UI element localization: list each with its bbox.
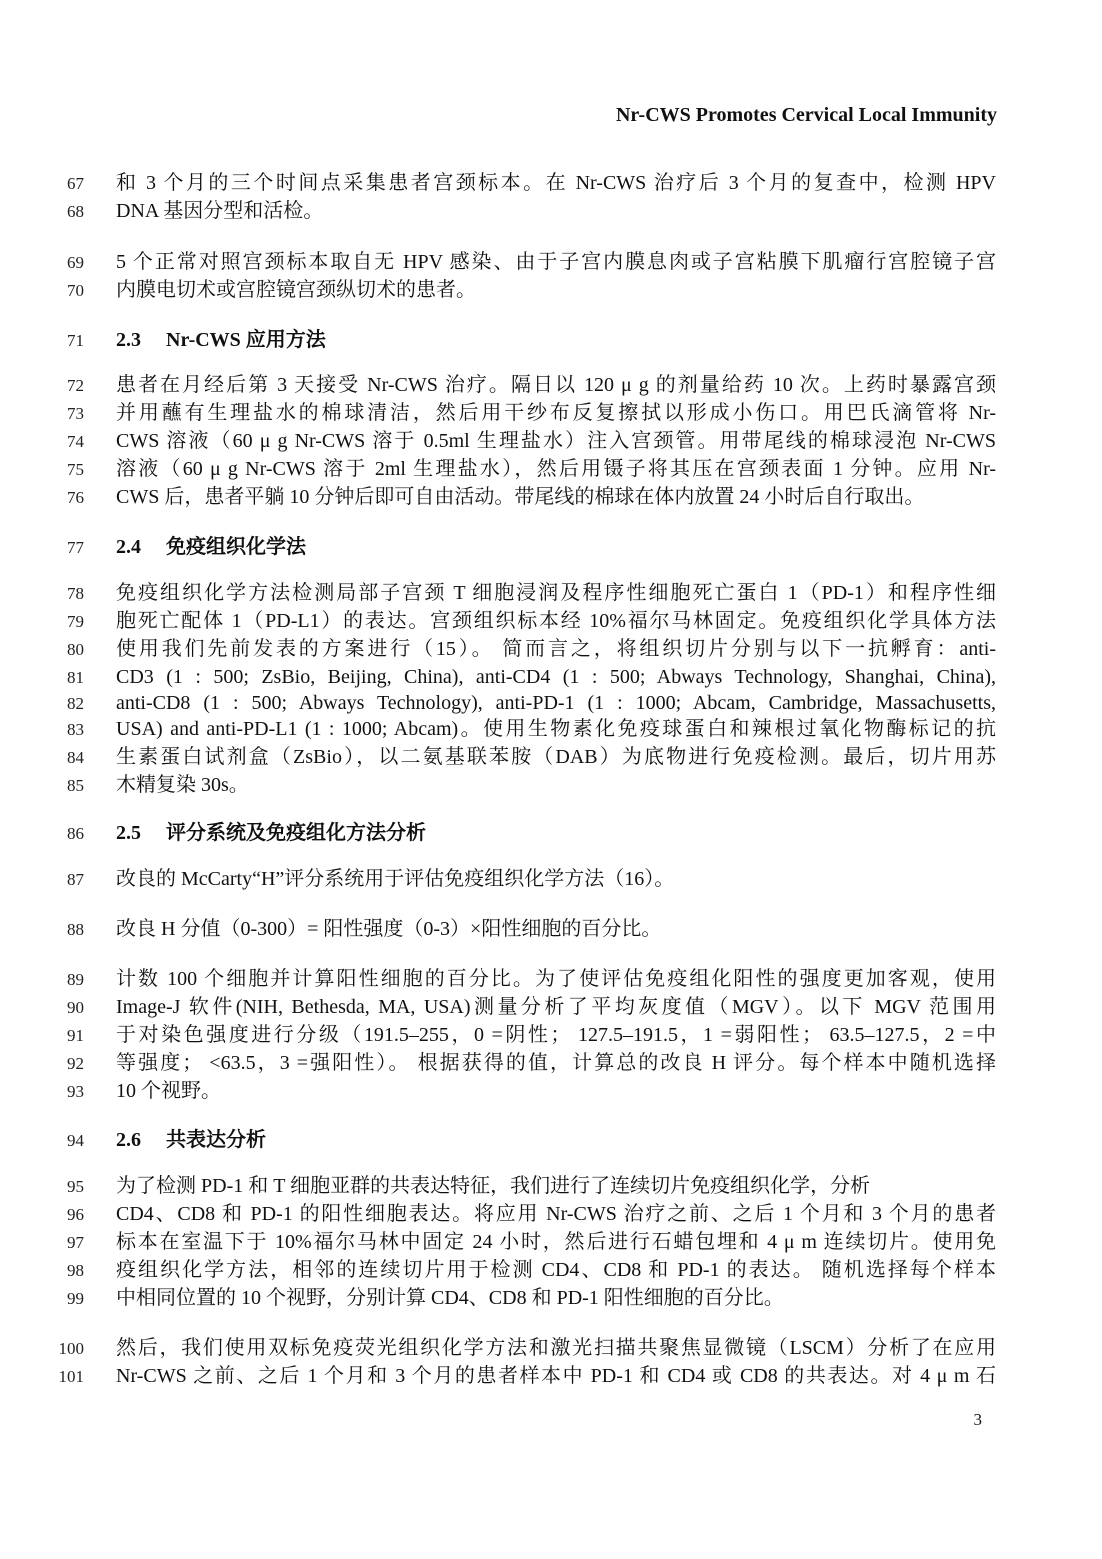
text-line: [0, 994, 1102, 1022]
line-text: CWS 溶液（60 μ g Nr-CWS 溶于 0.5ml 生理盐水）注入宫颈管。用带尾线的棉球浸泡 Nr-CWS: [116, 430, 996, 452]
line-number: 91: [67, 1026, 84, 1045]
line-text: 患者在月经后第 3 天接受 Nr-CWS 治疗。隔日以 120 μ g 的剂量给药 10 次。上药时暴露宫颈: [116, 374, 996, 396]
text-line: [0, 916, 1102, 944]
line-number: 99: [67, 1289, 84, 1308]
line-text: 和 3 个月的三个时间点采集患者宫颈标本。在 Nr-CWS 治疗后 3 个月的复查中，检测 HPV: [116, 172, 996, 194]
line-text: 改良的 McCarty“H”评分系统用于评估免疫组织化学方法（16）。: [116, 868, 675, 890]
section-number: 2.6: [116, 1129, 141, 1151]
line-text: CD4、CD8 和 PD-1 的阳性细胞表达。将应用 Nr-CWS 治疗之前、之后 1 个月和 3 个月的患者: [116, 1203, 996, 1225]
line-text: anti-CD8 (1 : 500; Abways Technology), anti-PD-1 (1 : 1000; Abcam, Cambridge, Massachusetts,: [116, 692, 996, 714]
line-text: 胞死亡配体 1（PD-L1）的表达。宫颈组织标本经 10%福尔马林固定。免疫组织化学具体方法: [116, 610, 996, 632]
line-number: 92: [67, 1054, 84, 1073]
line-number: 83: [67, 720, 84, 739]
section-heading: [116, 820, 996, 846]
line-number: 78: [67, 584, 84, 603]
text-line: [0, 1078, 1102, 1106]
line-number: 88: [67, 920, 84, 939]
section-heading: [116, 327, 996, 353]
line-text: CD3 (1 : 500; ZsBio, Beijing, China), anti-CD4 (1 : 500; Abways Technology, Shanghai, China),: [116, 666, 996, 688]
line-number: 86: [67, 824, 84, 843]
line-number: 84: [67, 748, 84, 767]
line-number: 71: [67, 331, 84, 350]
line-text: Nr-CWS 之前、之后 1 个月和 3 个月的患者样本中 PD-1 和 CD4 或 CD8 的共表达。对 4 μ m 石: [116, 1365, 996, 1387]
line-number: 87: [67, 870, 84, 889]
line-number: 97: [67, 1233, 84, 1252]
line-number: 72: [67, 376, 84, 395]
line-text: 10 个视野。: [116, 1080, 221, 1102]
text-line: [0, 772, 1102, 800]
line-number: 67: [67, 174, 84, 193]
line-number: 70: [67, 281, 84, 300]
line-text: 标本在室温下于 10%福尔马林中固定 24 小时，然后进行石蜡包埋和 4 μ m 连续切片。使用免: [116, 1231, 996, 1253]
line-number: 68: [67, 202, 84, 221]
line-text: 生素蛋白试剂盒（ZsBio），以二氨基联苯胺（DAB）为底物进行免疫检测。最后，切片用苏: [116, 746, 996, 768]
line-number: 79: [67, 612, 84, 631]
line-number: 101: [58, 1367, 84, 1386]
line-number: 93: [67, 1082, 84, 1101]
line-number: 89: [67, 970, 84, 989]
line-text: USA) and anti-PD-L1 (1 : 1000; Abcam)。使用生物素化免疫球蛋白和辣根过氧化物酶标记的抗: [116, 718, 996, 740]
text-line: [0, 1363, 1102, 1391]
text-line: [0, 866, 1102, 894]
line-text: 疫组织化学方法，相邻的连续切片用于检测 CD4、CD8 和 PD-1 的表达。 随机选择每个样本: [116, 1259, 996, 1281]
line-number: 75: [67, 460, 84, 479]
line-text: 然后，我们使用双标免疫荧光组织化学方法和激光扫描共聚焦显微镜（LSCM）分析了在应用: [116, 1337, 996, 1359]
line-text: CWS 后，患者平躺 10 分钟后即可自由活动。带尾线的棉球在体内放置 24 小时后自行取出。: [116, 486, 925, 508]
text-line: [0, 372, 1102, 400]
text-line: [0, 456, 1102, 484]
line-number: 77: [67, 538, 84, 557]
text-line: [0, 428, 1102, 456]
section-number: 2.5: [116, 822, 141, 844]
line-text: 溶液（60 μ g Nr-CWS 溶于 2ml 生理盐水），然后用镊子将其压在宫颈表面 1 分钟。应用 Nr-: [116, 458, 996, 480]
line-text: 5 个正常对照宫颈标本取自无 HPV 感染、由于子宫内膜息肉或子宫粘膜下肌瘤行宫腔镜子宫: [116, 251, 996, 273]
text-line: [0, 484, 1102, 512]
line-number: 76: [67, 488, 84, 507]
text-line: [0, 1335, 1102, 1363]
text-line: [0, 1173, 1102, 1201]
line-text: 于对染色强度进行分级（191.5–255，0 =阴性； 127.5–191.5，1 =弱阳性； 63.5–127.5，2 =中: [116, 1024, 996, 1046]
page-number: 3: [973, 1410, 982, 1429]
text-line: [0, 198, 1102, 226]
text-line: [0, 1257, 1102, 1285]
line-text: 改良 H 分值（0-300）= 阳性强度（0-3）×阳性细胞的百分比。: [116, 918, 662, 940]
section-heading-line: [0, 1127, 1102, 1155]
text-line: [0, 1201, 1102, 1229]
line-number: 100: [58, 1339, 84, 1358]
line-number: 82: [67, 694, 84, 713]
section-heading: [116, 534, 996, 560]
text-line: [0, 170, 1102, 198]
text-line: [0, 664, 1102, 692]
text-line: [0, 1022, 1102, 1050]
text-line: [0, 608, 1102, 636]
section-title: 免疫组织化学法: [166, 536, 306, 558]
section-heading: [116, 1127, 996, 1153]
text-line: [0, 400, 1102, 428]
text-line: [0, 744, 1102, 772]
line-number: 80: [67, 640, 84, 659]
section-title: 共表达分析: [166, 1129, 266, 1151]
text-line: [0, 690, 1102, 718]
line-number: 85: [67, 776, 84, 795]
section-title: Nr-CWS 应用方法: [166, 329, 326, 351]
text-line: [0, 966, 1102, 994]
text-line: [0, 277, 1102, 305]
line-text: 计数 100 个细胞并计算阳性细胞的百分比。为了使评估免疫组化阳性的强度更加客观，使用: [116, 968, 996, 990]
line-text: 使用我们先前发表的方案进行（15）。 简而言之，将组织切片分别与以下一抗孵育：anti-: [116, 638, 996, 660]
line-number: 98: [67, 1261, 84, 1280]
text-line: [0, 249, 1102, 277]
line-text: Image-J 软件(NIH, Bethesda, MA, USA)测量分析了平均灰度值（MGV）。以下 MGV 范围用: [116, 996, 996, 1018]
line-text: 中相同位置的 10 个视野，分别计算 CD4、CD8 和 PD-1 阳性细胞的百分比。: [116, 1287, 784, 1309]
line-number: 94: [67, 1131, 84, 1150]
line-text: 免疫组织化学方法检测局部子宫颈 T 细胞浸润及程序性细胞死亡蛋白 1（PD-1）和程序性细: [116, 582, 996, 604]
line-text: 内膜电切术或宫腔镜宫颈纵切术的患者。: [116, 279, 476, 301]
section-heading-line: [0, 327, 1102, 355]
line-number: 73: [67, 404, 84, 423]
line-text: 并用蘸有生理盐水的棉球清洁，然后用干纱布反复擦拭以形成小伤口。用巴氏滴管将 Nr-: [116, 402, 996, 424]
line-number: 96: [67, 1205, 84, 1224]
text-line: [0, 1285, 1102, 1313]
line-number: 69: [67, 253, 84, 272]
line-number: 81: [67, 668, 84, 687]
section-number: 2.3: [116, 329, 141, 351]
text-line: [0, 716, 1102, 744]
text-line: [0, 1229, 1102, 1257]
line-number: 95: [67, 1177, 84, 1196]
line-text: DNA 基因分型和活检。: [116, 200, 324, 222]
section-heading-line: [0, 820, 1102, 848]
text-line: [0, 1050, 1102, 1078]
line-text: 为了检测 PD-1 和 T 细胞亚群的共表达特征，我们进行了连续切片免疫组织化学，分析: [116, 1175, 871, 1197]
line-number: 74: [67, 432, 84, 451]
section-number: 2.4: [116, 536, 141, 558]
text-line: [0, 580, 1102, 608]
section-title: 评分系统及免疫组化方法分析: [166, 822, 426, 844]
section-heading-line: [0, 534, 1102, 562]
line-text: 等强度； <63.5，3 =强阳性）。 根据获得的值，计算总的改良 H 评分。每个样本中随机选择: [116, 1052, 996, 1074]
running-header: Nr-CWS Promotes Cervical Local Immunity: [615, 104, 997, 126]
line-text: 木精复染 30s。: [116, 774, 249, 796]
text-line: [0, 636, 1102, 664]
line-number: 90: [67, 998, 84, 1017]
